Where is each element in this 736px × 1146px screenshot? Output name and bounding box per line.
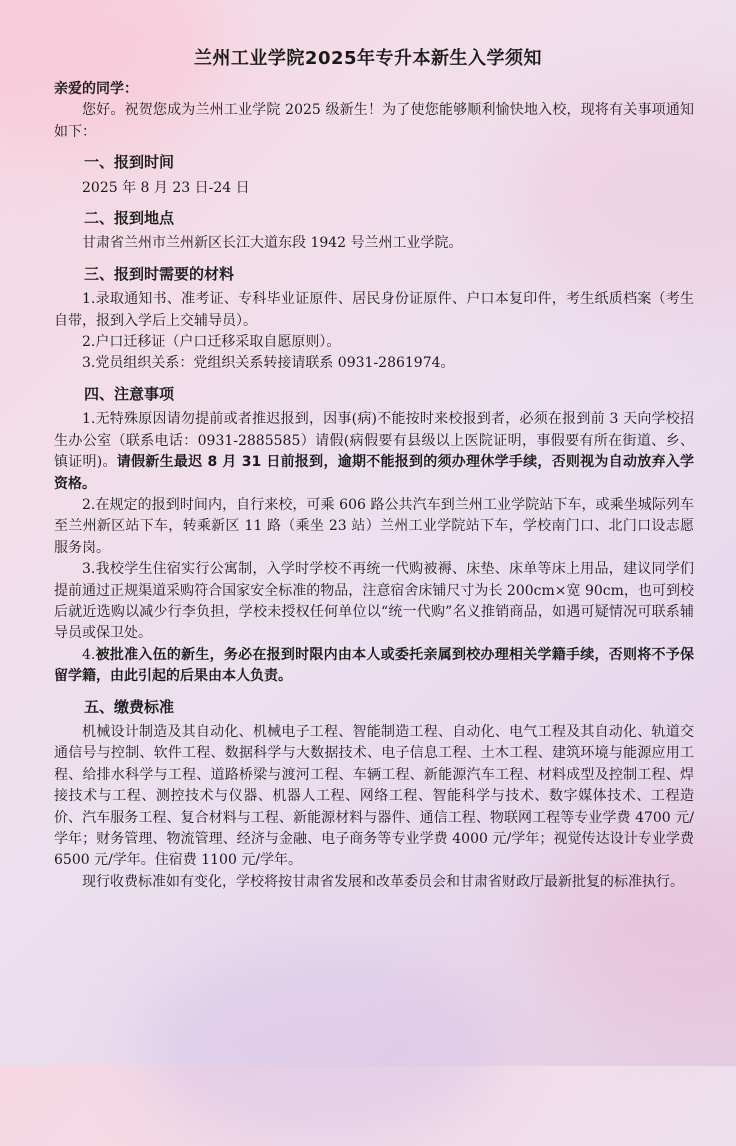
intro-paragraph: 您好。祝贺您成为兰州工业学院 2025 级新生！为了使您能够顺利愉快地入校，现将有关事项通知如下： <box>54 102 694 140</box>
notice-body <box>54 79 694 893</box>
notes-item-4-emphasis: 被批准入伍的新生，务必在报到时限内由本人或委托亲属到校办理相关学籍手续，否则将不予保留学籍，由此引起的后果由本人负责。 <box>54 646 694 685</box>
report-time-text: 2025 年 8 月 23 日-24 日 <box>82 179 250 196</box>
notes-item-1 <box>54 409 694 495</box>
notes-item-2: 2.在规定的报到时间内，自行来校，可乘 606 路公共汽车到兰州工业学院站下车，或乘坐城际列车至兰州新区站下车，转乘新区 11 路（乘坐 23 站）兰州工业学院站下车，学校南门口、北门口设志愿服务岗。 <box>54 496 694 556</box>
section-heading-notes: 四、注意事项 <box>84 384 175 403</box>
page-title: 兰州工业学院2025年专升本新生入学须知 <box>193 48 543 69</box>
section-heading-place: 二、报到地点 <box>84 209 175 228</box>
greeting: 亲爱的同学： <box>54 81 138 97</box>
notes-item-4-number: 4. <box>82 646 96 663</box>
notes-item-4 <box>54 645 694 688</box>
materials-item: 2.户口迁移证（户口迁移采取自愿原则）。 <box>82 334 341 351</box>
section-heading-materials: 三、报到时需要的材料 <box>84 264 235 283</box>
notes-item-1-text: 1.无特殊原因请勿提前或者推迟报到，因事(病)不能按时来校报到者，必须在报到前 3 天向学校招生办公室（联系电话：0931-2885585）请假(病假要有县级以上医院证明，事假要有所在街道、乡、镇证明)。 <box>54 411 694 471</box>
fees-text: 机械设计制造及其自动化、机械电子工程、智能制造工程、自动化、电气工程及其自动化、轨道交通信号与控制、软件工程、数据科学与大数据技术、电子信息工程、土木工程、建筑环境与能源应用工程、给排水科学与工程、道路桥梁与渡河工程、车辆工程、新能源汽车工程、材料成型及控制工程、焊接技术与工程、测控技术与仪器、机器人工程、网络工程、智能科学与技术、数字媒体技术、工程造价、汽车服务工程、复合材料与工程、新能源材料与器件、通信工程、物联网工程等专业学费 4700 元/学年；财务管理、物流管理、经济与金融、电子商务等专业学费 4000 元/学年；视觉传达设计专业学费 6500 元/学年。住宿费 1100 元/学年。 <box>54 723 694 869</box>
report-place-text: 甘肃省兰州市兰州新区长江大道东段 1942 号兰州工业学院。 <box>82 235 463 252</box>
notes-item-3: 3.我校学生住宿实行公寓制，入学时学校不再统一代购被褥、床垫、床单等床上用品，建议同学们提前通过正规渠道采购符合国家安全标准的物品，注意宿舍床铺尺寸为长 200cm×宽 90cm，也可到校后就近选购以减少行李负担，学校未授权任何单位以“统一代购”名义推销商品，如遇可疑情况可联系辅导员或保卫处。 <box>54 561 694 642</box>
section-heading-fees: 五、缴费标准 <box>84 697 175 716</box>
materials-item: 3.党员组织关系：党组织关系转接请联系 0931-2861974。 <box>82 355 455 372</box>
fees-closing: 现行收费标准如有变化，学校将按甘肃省发展和改革委员会和甘肃省财政厅最新批复的标准执行。 <box>82 873 684 890</box>
materials-item: 1.录取通知书、准考证、专科毕业证原件、居民身份证原件、户口本复印件，考生纸质档案（考生自带，报到入学后上交辅导员）。 <box>54 291 694 329</box>
section-heading-time: 一、报到时间 <box>84 153 175 172</box>
notes-item-1-emphasis: 请假新生最迟 8 月 31 日前报到，逾期不能报到的须办理休学手续，否则视为自动放弃入学资格。 <box>54 454 694 492</box>
